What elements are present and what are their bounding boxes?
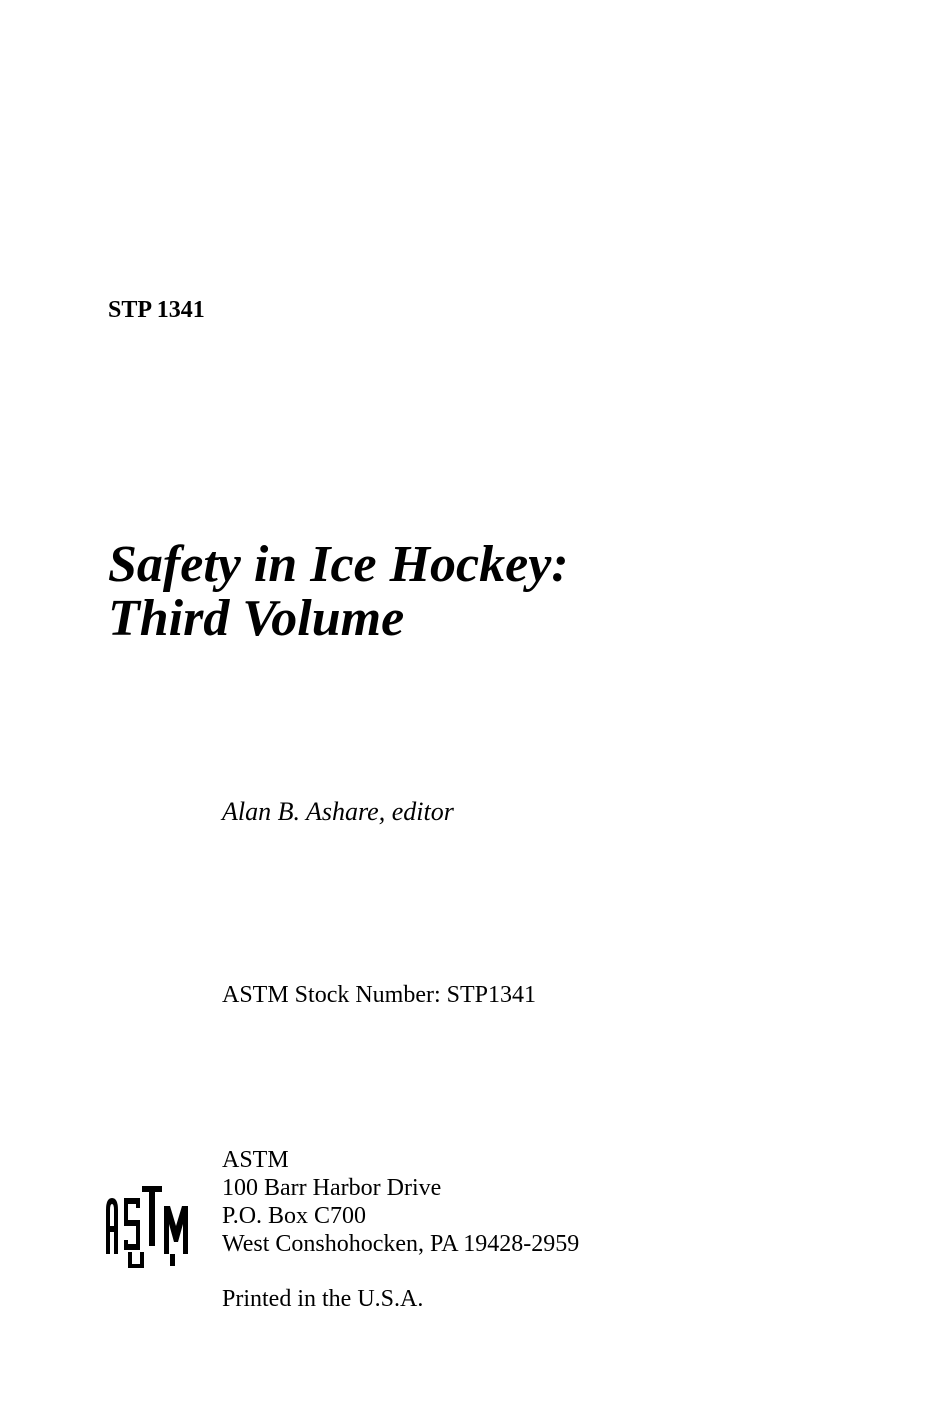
editor-credit: Alan B. Ashare, editor <box>222 797 454 826</box>
book-title-line-1: Safety in Ice Hockey: <box>108 536 569 593</box>
book-title <box>108 538 569 646</box>
stock-number: ASTM Stock Number: STP1341 <box>222 982 537 1008</box>
publisher-name: ASTM <box>222 1147 289 1173</box>
astm-logo-icon <box>104 1180 190 1270</box>
book-title-line-2: Third Volume <box>108 590 405 647</box>
publisher-city: West Conshohocken, PA 19428-2959 <box>222 1231 580 1257</box>
publisher-po-box: P.O. Box C700 <box>222 1203 367 1229</box>
publisher-street: 100 Barr Harbor Drive <box>222 1175 442 1201</box>
printed-notice: Printed in the U.S.A. <box>222 1286 424 1312</box>
publisher-address <box>222 1146 579 1258</box>
series-number: STP 1341 <box>108 297 205 323</box>
